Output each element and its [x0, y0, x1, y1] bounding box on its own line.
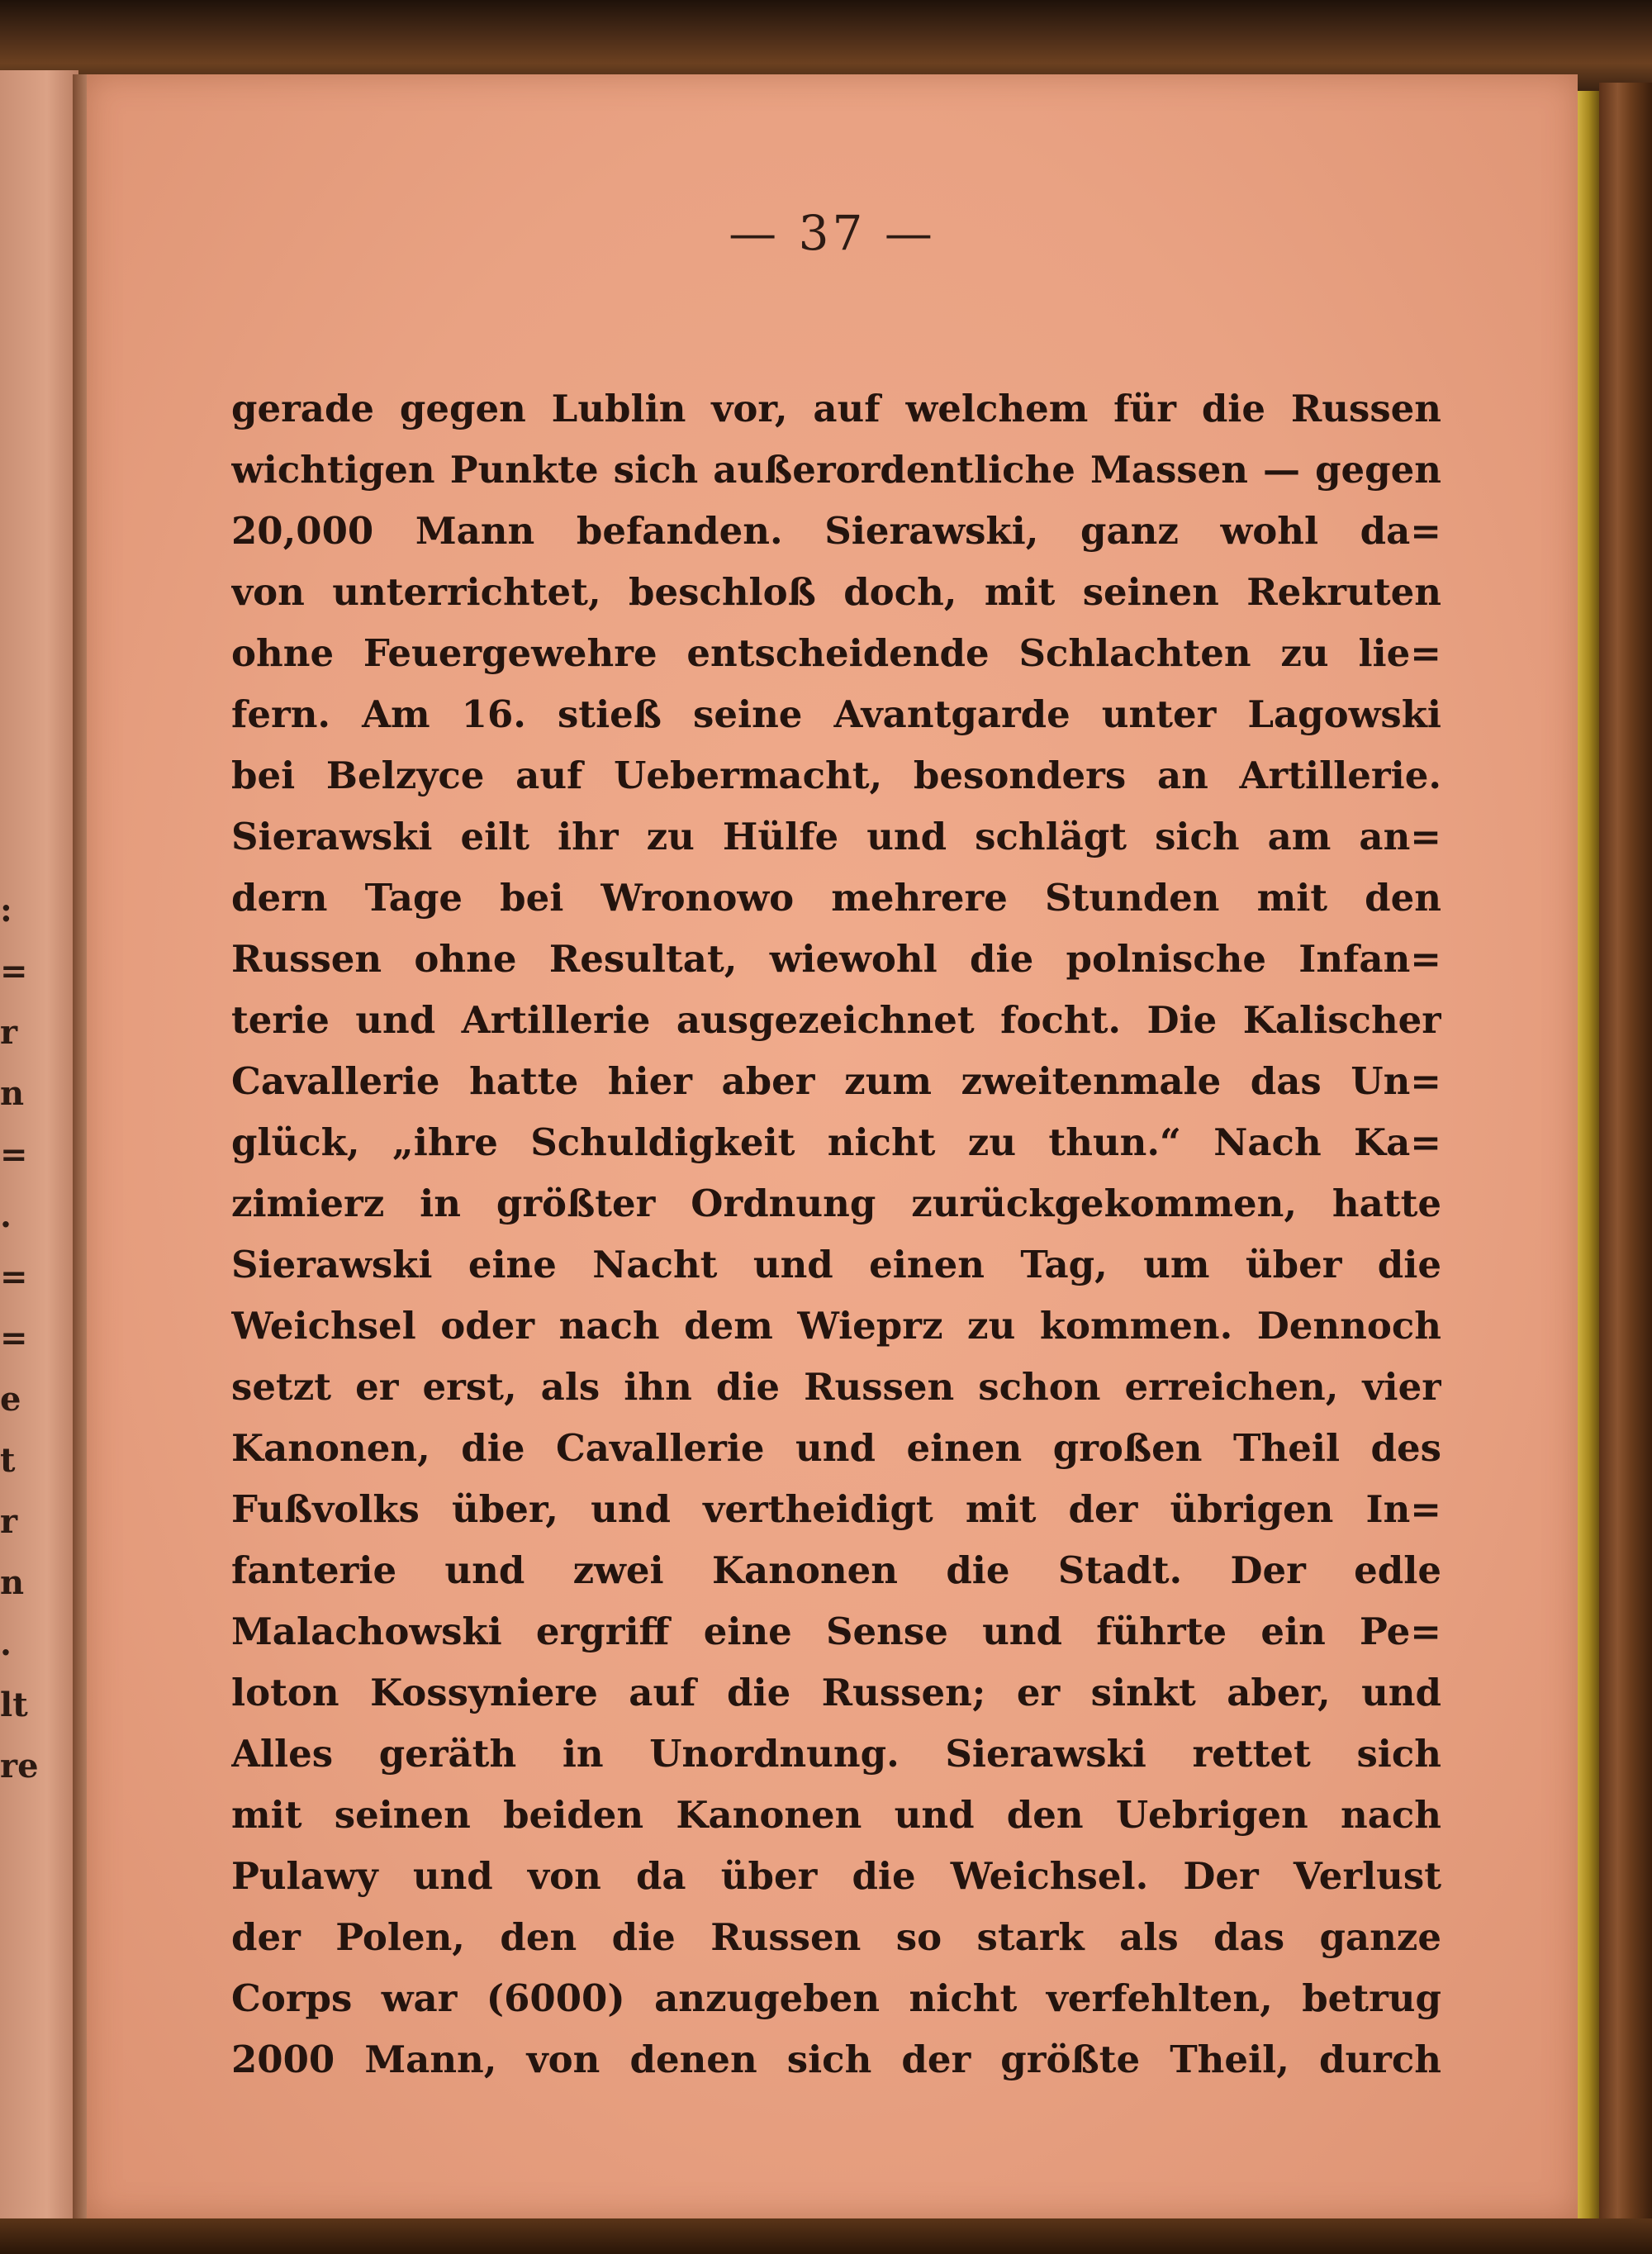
text-line: bei Belzyce auf Uebermacht, besonders an Artillerie.	[231, 754, 1441, 797]
text-line: zimierz in größter Ordnung zurückgekommen, hatte	[231, 1182, 1441, 1225]
text-line: Kanonen, die Cavallerie und einen großen Theil des	[231, 1426, 1441, 1470]
text-line: gerade gegen Lublin vor, auf welchem für die Russen	[231, 387, 1441, 430]
book-cover-bottom	[0, 2218, 1652, 2254]
text-line: mit seinen beiden Kanonen und den Uebrigen nach	[231, 1793, 1441, 1837]
text-line: Alles geräth in Unordnung. Sierawski rettet sich	[231, 1732, 1441, 1776]
text-line: Sierawski eine Nacht und einen Tag, um über die	[231, 1243, 1441, 1286]
text-line: wichtigen Punkte sich außerordentliche Massen — gegen	[231, 448, 1441, 492]
text-line: Malachowski ergriff eine Sense und führte ein Pe=	[231, 1610, 1441, 1653]
text-line: Cavallerie hatte hier aber zum zweitenmale das Un=	[231, 1059, 1441, 1103]
book-cover-right	[1599, 83, 1652, 2254]
book-page	[87, 74, 1578, 2218]
text-line: 20,000 Mann befanden. Sierawski, ganz wohl da=	[231, 509, 1441, 553]
facing-page-left	[0, 70, 78, 2218]
text-line: Fußvolks über, und vertheidigt mit der übrigen In=	[231, 1487, 1441, 1531]
text-line: Russen ohne Resultat, wiewohl die polnische Infan=	[231, 937, 1441, 981]
page-text-block	[231, 378, 1441, 2090]
page-edge-gilt	[1578, 91, 1599, 2223]
text-line: von unterrichtet, beschloß doch, mit seinen Rekruten	[231, 570, 1441, 614]
text-line: der Polen, den die Russen so stark als das ganze	[231, 1915, 1441, 1959]
text-line: ohne Feuergewehre entscheidende Schlachten zu lie=	[231, 631, 1441, 675]
text-line: fern. Am 16. stieß seine Avantgarde unter Lagowski	[231, 692, 1441, 736]
text-line: Corps war (6000) anzugeben nicht verfehlten, betrug	[231, 1976, 1441, 2020]
text-line: Weichsel oder nach dem Wieprz zu kommen. Dennoch	[231, 1304, 1441, 1348]
text-line: glück, „ihre Schuldigkeit nicht zu thun.“ Nach Ka=	[231, 1120, 1441, 1164]
text-line: Pulawy und von da über die Weichsel. Der Verlust	[231, 1854, 1441, 1898]
facing-page-fragments: : = r n = . = = e t r n . lt re	[0, 891, 39, 1786]
text-line: setzt er erst, als ihn die Russen schon erreichen, vier	[231, 1365, 1441, 1409]
text-line: 2000 Mann, von denen sich der größte Theil, durch	[231, 2038, 1441, 2081]
text-line: dern Tage bei Wronowo mehrere Stunden mit den	[231, 876, 1441, 920]
text-line: fanterie und zwei Kanonen die Stadt. Der edle	[231, 1548, 1441, 1592]
text-line: terie und Artillerie ausgezeichnet focht. Die Kalischer	[231, 998, 1441, 1042]
page-number: — 37 —	[729, 205, 936, 261]
text-line: loton Kossyniere auf die Russen; er sinkt aber, und	[231, 1671, 1441, 1714]
text-line: Sierawski eilt ihr zu Hülfe und schlägt sich am an=	[231, 815, 1441, 858]
